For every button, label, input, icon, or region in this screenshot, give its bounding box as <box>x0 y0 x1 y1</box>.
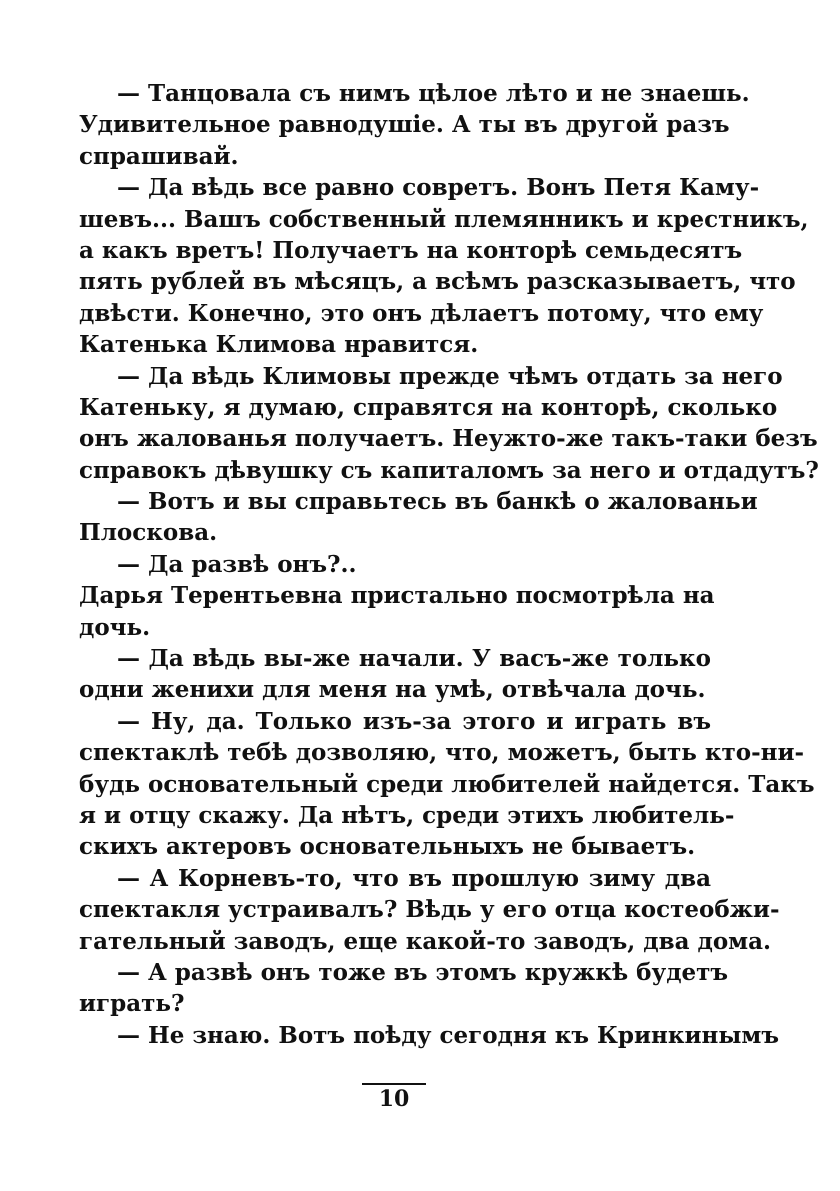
text-line: — Да вѣдь вы-же начали. У васъ-же только <box>117 645 711 673</box>
text-line: — Да вѣдь Климовы прежде чѣмъ отдать за него <box>117 362 783 390</box>
text-line: — А Корневъ-то, что въ прошлую зиму два <box>117 864 711 892</box>
text-line: — Не знаю. Вотъ поѣду сегодня къ Кринкинымъ <box>117 1021 780 1049</box>
text-line: спектакля устраивалъ? Вѣдь у его отца костеобжи- <box>79 896 780 924</box>
text-line: Дарья Терентьевна пристально посмотрѣла на <box>79 582 715 610</box>
text-line: — Вотъ и вы справьтесь въ банкѣ о жалованьи <box>117 488 758 516</box>
text-line: играть? <box>79 990 185 1018</box>
text-line: — Ну, да. Только изъ-за этого и играть въ <box>117 707 711 735</box>
text-line: справокъ дѣвушку съ капиталомъ за него и отдадутъ? <box>79 456 819 484</box>
text-line: — Да развѣ онъ?.. <box>117 550 357 578</box>
text-line: двѣсти. Конечно, это онъ дѣлаетъ потому, что ему <box>79 299 764 327</box>
text-line: Плоскова. <box>79 519 218 547</box>
text-line: я и отцу скажу. Да нѣтъ, среди этихъ любитель- <box>79 801 735 829</box>
text-line: пять рублей въ мѣсяцъ, а всѣмъ разсказываетъ, что <box>79 268 796 296</box>
text-line: — Танцовала съ нимъ цѣлое лѣто и не знаешь. <box>117 80 750 107</box>
text-line: гательный заводъ, еще какой-то заводъ, два дома. <box>79 927 772 955</box>
page-number: 10 <box>378 1086 410 1112</box>
page-text <box>79 78 819 1051</box>
text-line: шевъ... Вашъ собственный племянникъ и крестникъ, <box>79 205 809 233</box>
text-line: спектаклѣ тебѣ дозволяю, что, можетъ, быть кто-ни- <box>79 739 805 767</box>
text-line: спрашивай. <box>79 142 239 170</box>
text-line: скихъ актеровъ основательныхъ не бываетъ. <box>79 833 696 861</box>
text-line: Катеньку, я думаю, справятся на конторѣ, сколько <box>79 393 778 421</box>
text-line: дочь. <box>79 613 151 641</box>
text-line: будь основательный среди любителей найдется. Такъ <box>79 770 815 798</box>
text-line: Удивительное равнодушіе. А ты въ другой разъ <box>79 111 730 139</box>
text-line: — Да вѣдь все равно совретъ. Вонъ Петя Каму- <box>117 174 760 202</box>
text-line: — А развѣ онъ тоже въ этомъ кружкѣ будетъ <box>117 958 729 986</box>
text-line: одни женихи для меня на умѣ, отвѣчала дочь. <box>79 676 706 704</box>
text-line: Катенька Климова нравится. <box>79 331 479 359</box>
text-line: онъ жалованья получаетъ. Неужто-же такъ-таки безъ <box>79 425 818 453</box>
text-line: а какъ вретъ! Получаетъ на конторѣ семьдесятъ <box>79 236 743 264</box>
